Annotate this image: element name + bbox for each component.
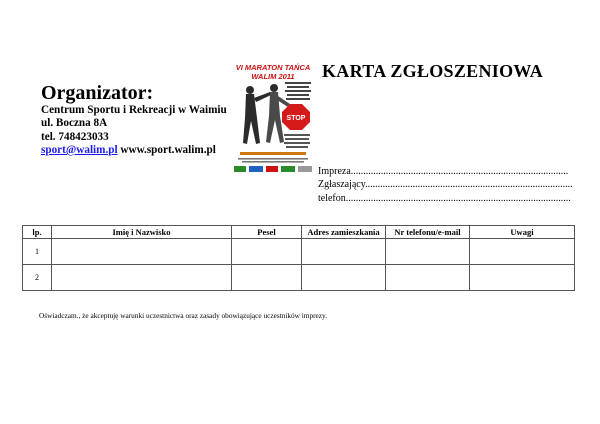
pesel-cell[interactable] [232, 239, 302, 265]
address-cell[interactable] [302, 265, 386, 291]
organizer-contact-line [41, 144, 216, 156]
header-address: Adres zamieszkania [302, 226, 386, 239]
notes-cell[interactable] [470, 265, 575, 291]
form-title: KARTA ZGŁOSZENIOWA [322, 61, 543, 81]
stop-sign-label: STOP [286, 115, 306, 122]
poster-headline-2: WALIM 2011 [251, 72, 295, 81]
phone-email-cell[interactable] [386, 265, 470, 291]
poster-headline-1: VI MARATON TAŃCA [235, 63, 311, 72]
name-cell[interactable] [52, 265, 232, 291]
phone-email-cell[interactable] [386, 239, 470, 265]
pesel-cell[interactable] [232, 265, 302, 291]
table-header-row [23, 226, 575, 239]
telefon-field[interactable]: telefon.......................................................................................... [318, 193, 571, 204]
event-poster-image [230, 58, 316, 174]
entries-table [22, 225, 575, 291]
row-number: 2 [23, 265, 52, 291]
organizer-email-link[interactable]: sport@walim.pl [41, 144, 118, 156]
organizer-street: ul. Boczna 8A [41, 117, 108, 129]
organizer-name: Centrum Sportu i Rekreacji w Waimiu [41, 104, 227, 116]
notes-cell[interactable] [470, 239, 575, 265]
table-row [23, 265, 575, 291]
declaration-text: Oświadczam., że akceptuję warunki uczestnictwa oraz zasady obowiązujące uczestników imprezy. [39, 311, 328, 320]
organizer-phone: tel. 748423033 [41, 131, 109, 143]
organizer-title: Organizator: [41, 82, 154, 104]
name-cell[interactable] [52, 239, 232, 265]
header-notes: Uwagi [470, 226, 575, 239]
header-lp: lp. [23, 226, 52, 239]
row-number: 1 [23, 239, 52, 265]
header-pesel: Pesel [232, 226, 302, 239]
table-row [23, 239, 575, 265]
zglaszajacy-field[interactable]: Zgłaszający................................................................................... [318, 179, 573, 190]
header-phone-email: Nr telefonu/e-mail [386, 226, 470, 239]
organizer-website: www.sport.walim.pl [120, 144, 216, 156]
impreza-field[interactable]: Impreza....................................................................................... [318, 166, 569, 177]
address-cell[interactable] [302, 239, 386, 265]
header-name: Imię i Nazwisko [52, 226, 232, 239]
